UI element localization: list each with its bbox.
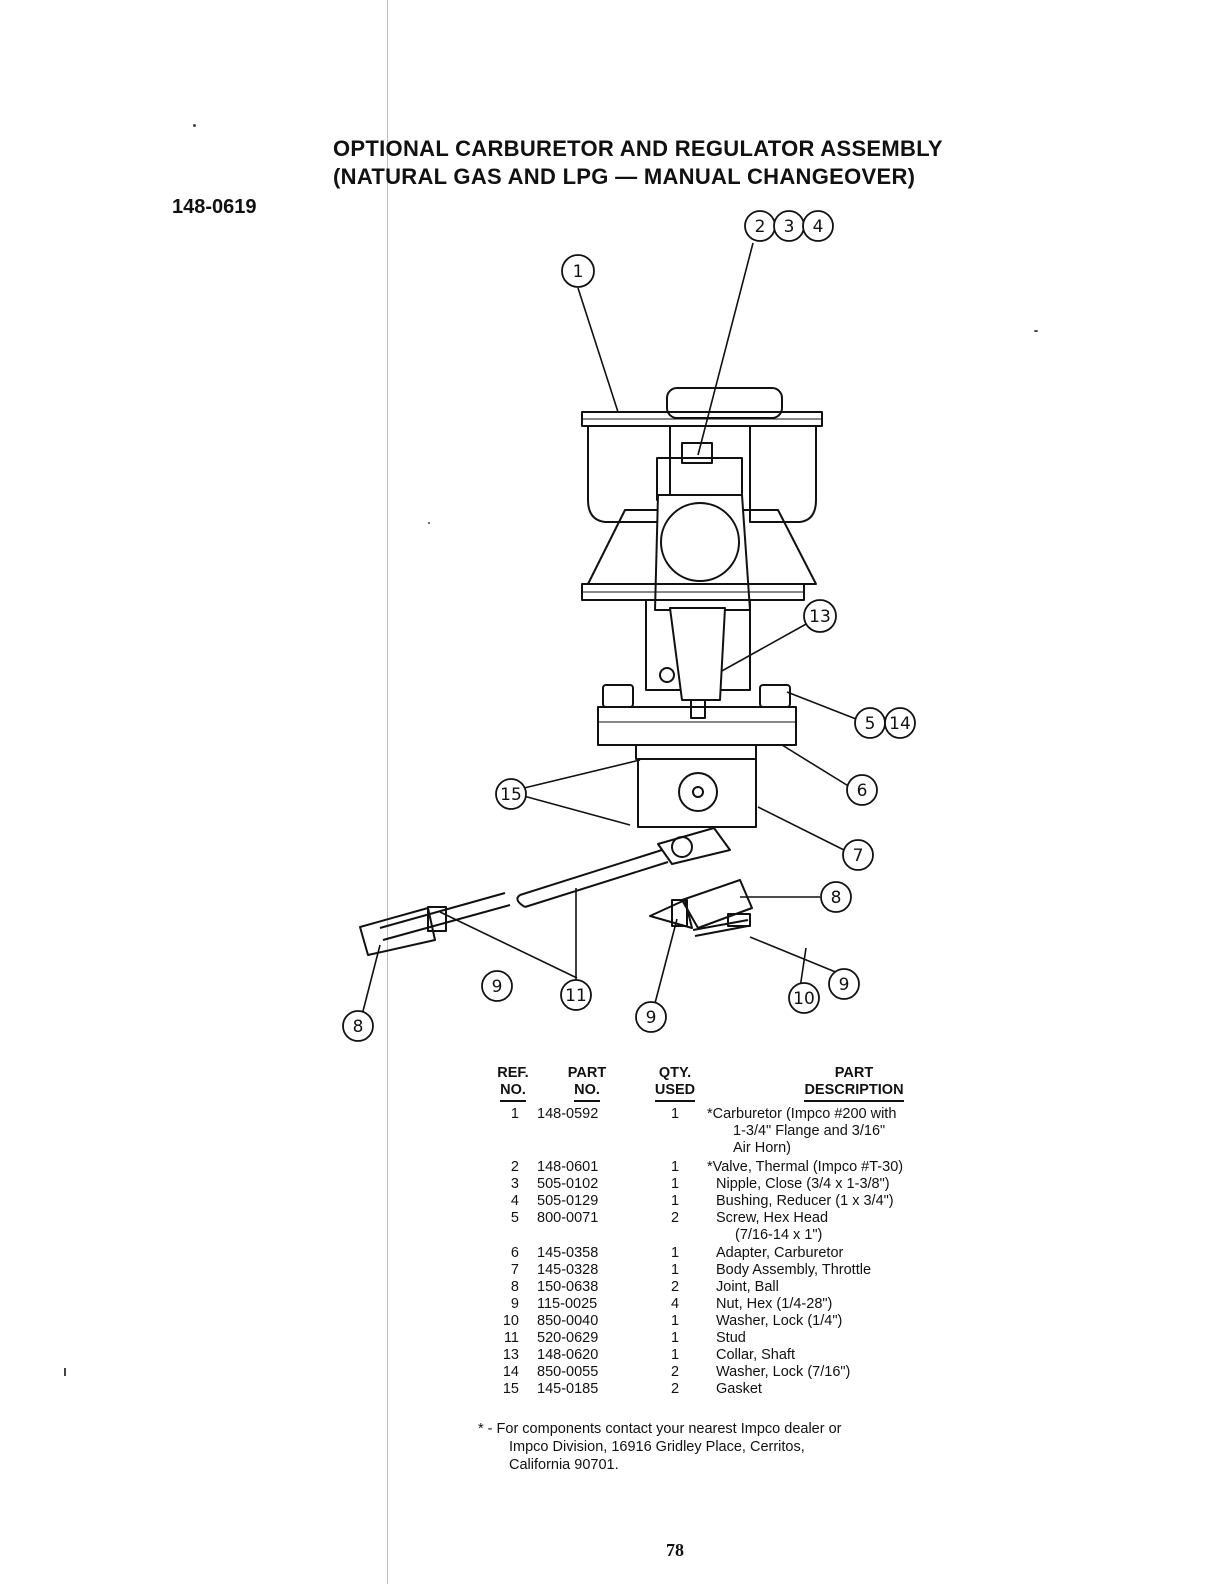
callout-label: 1 <box>572 262 584 282</box>
footnote <box>478 1420 841 1474</box>
ref-no: 2 <box>510 1159 519 1175</box>
callout-label: 11 <box>565 986 587 1006</box>
header-qty-line1: QTY. <box>658 1065 692 1081</box>
part-no: 850-0040 <box>537 1313 599 1329</box>
table-row <box>483 1193 953 1210</box>
part-description: *Valve, Thermal (Impco #T-30) <box>707 1159 904 1175</box>
part-no: 150-0638 <box>537 1279 599 1295</box>
qty-used: 1 <box>670 1159 680 1175</box>
header-part-line2: NO. <box>574 1082 600 1102</box>
throttle-linkage <box>360 828 752 955</box>
callout-label: 3 <box>783 217 795 237</box>
part-no: 850-0055 <box>537 1364 599 1380</box>
scan-speck <box>64 1368 66 1376</box>
header-qty <box>647 1065 703 1102</box>
part-no: 800-0071 <box>537 1210 599 1226</box>
callout-label: 6 <box>856 781 868 801</box>
part-description: Collar, Shaft <box>716 1347 795 1363</box>
qty-used: 1 <box>670 1176 680 1192</box>
part-description: Body Assembly, Throttle <box>716 1262 872 1278</box>
part-no: 148-0592 <box>537 1106 599 1122</box>
table-row <box>483 1262 953 1279</box>
qty-used: 1 <box>670 1106 680 1122</box>
qty-used: 1 <box>670 1193 680 1209</box>
description-continued: (7/16-14 x 1") <box>735 1227 823 1243</box>
footnote-line-1: * - For components contact your nearest Impco dealer or <box>478 1421 842 1437</box>
footnote-line-3: California 90701. <box>509 1457 619 1473</box>
callout-label: 10 <box>793 989 815 1009</box>
ref-no: 13 <box>502 1347 519 1363</box>
ref-no: 3 <box>510 1176 519 1192</box>
page-title <box>333 135 943 191</box>
table-row <box>483 1296 953 1313</box>
part-no: 148-0620 <box>537 1347 599 1363</box>
ref-no: 8 <box>510 1279 519 1295</box>
qty-used: 1 <box>670 1313 680 1329</box>
callout-label: 4 <box>812 217 824 237</box>
table-row <box>483 1159 953 1176</box>
header-desc-line1: PART <box>834 1065 874 1081</box>
ref-no: 5 <box>510 1210 519 1226</box>
header-desc-line2: DESCRIPTION <box>804 1082 903 1102</box>
part-description: Screw, Hex Head <box>716 1210 829 1226</box>
header-ref-line2: NO. <box>500 1082 526 1102</box>
part-description: Adapter, Carburetor <box>716 1245 844 1261</box>
part-no: 115-0025 <box>537 1296 598 1312</box>
qty-used: 1 <box>670 1347 680 1363</box>
scan-speck <box>1034 330 1038 332</box>
scan-speck <box>428 522 430 524</box>
header-part-line1: PART <box>567 1065 607 1081</box>
ref-no: 7 <box>510 1262 519 1278</box>
ref-no: 10 <box>502 1313 519 1329</box>
qty-used: 1 <box>670 1245 680 1261</box>
callout-label: 9 <box>491 977 503 997</box>
callout-label: 8 <box>352 1017 364 1037</box>
ref-no: 15 <box>502 1381 519 1397</box>
ref-no: 14 <box>502 1364 519 1380</box>
part-description: Washer, Lock (7/16") <box>716 1364 851 1380</box>
qty-used: 2 <box>670 1364 680 1380</box>
callout-label: 9 <box>838 975 850 995</box>
part-no: 148-0601 <box>537 1159 599 1175</box>
qty-used: 2 <box>670 1279 680 1295</box>
part-no: 520-0629 <box>537 1330 599 1346</box>
qty-used: 1 <box>670 1262 680 1278</box>
table-row <box>483 1381 953 1398</box>
callout-label: 15 <box>500 785 522 805</box>
qty-used: 2 <box>670 1381 680 1397</box>
callout-label: 8 <box>830 888 842 908</box>
ref-no: 11 <box>503 1330 519 1346</box>
part-description: Washer, Lock (1/4") <box>716 1313 843 1329</box>
assembly-part-number: 148-0619 <box>172 196 257 218</box>
qty-used: 1 <box>670 1330 680 1346</box>
part-description: Nipple, Close (3/4 x 1-3/8") <box>716 1176 890 1192</box>
callout-label: 7 <box>852 846 864 866</box>
qty-used: 4 <box>670 1296 680 1312</box>
table-row <box>483 1106 953 1123</box>
leader-lines <box>362 243 856 1015</box>
header-description <box>769 1065 939 1102</box>
scan-speck <box>193 124 196 127</box>
regulator-body <box>582 388 822 827</box>
description-continued: Air Horn) <box>733 1140 792 1156</box>
part-no: 145-0328 <box>537 1262 599 1278</box>
page-number: 78 <box>666 1540 684 1560</box>
part-no: 505-0129 <box>537 1193 599 1209</box>
part-description: Nut, Hex (1/4-28") <box>716 1296 833 1312</box>
table-row <box>483 1279 953 1296</box>
footnote-line-2: Impco Division, 16916 Gridley Place, Cerritos, <box>509 1439 805 1455</box>
header-ref-line1: REF. <box>497 1065 529 1081</box>
table-row <box>483 1210 953 1227</box>
part-description: Gasket <box>716 1381 762 1397</box>
callout-label: 5 <box>864 714 876 734</box>
ref-no: 1 <box>510 1106 519 1122</box>
table-row <box>483 1347 953 1364</box>
ref-no: 9 <box>510 1296 519 1312</box>
qty-used: 2 <box>670 1210 680 1226</box>
ref-no: 6 <box>510 1245 519 1261</box>
part-description: Stud <box>716 1330 746 1346</box>
table-row <box>483 1176 953 1193</box>
header-ref <box>483 1065 543 1102</box>
part-description: Joint, Ball <box>716 1279 779 1295</box>
part-description: *Carburetor (Impco #200 with <box>707 1106 897 1122</box>
callout-label: 2 <box>754 217 766 237</box>
callout-label: 13 <box>809 607 831 627</box>
table-row <box>483 1245 953 1262</box>
exploded-assembly-diagram <box>320 200 940 1060</box>
part-no: 145-0358 <box>537 1245 599 1261</box>
part-description: Bushing, Reducer (1 x 3/4") <box>716 1193 894 1209</box>
description-continued: 1-3/4" Flange and 3/16" <box>733 1123 886 1139</box>
table-row <box>483 1330 953 1347</box>
table-row <box>483 1313 953 1330</box>
callout-label: 9 <box>645 1008 657 1028</box>
title-line-1: OPTIONAL CARBURETOR AND REGULATOR ASSEMBLY <box>333 136 943 161</box>
part-no: 505-0102 <box>537 1176 599 1192</box>
title-line-2: (NATURAL GAS AND LPG — MANUAL CHANGEOVER) <box>333 164 916 189</box>
part-no: 145-0185 <box>537 1381 599 1397</box>
ref-no: 4 <box>510 1193 519 1209</box>
header-part-no <box>555 1065 619 1102</box>
callout-label: 14 <box>889 714 911 734</box>
table-row <box>483 1364 953 1381</box>
header-qty-line2: USED <box>655 1082 695 1102</box>
